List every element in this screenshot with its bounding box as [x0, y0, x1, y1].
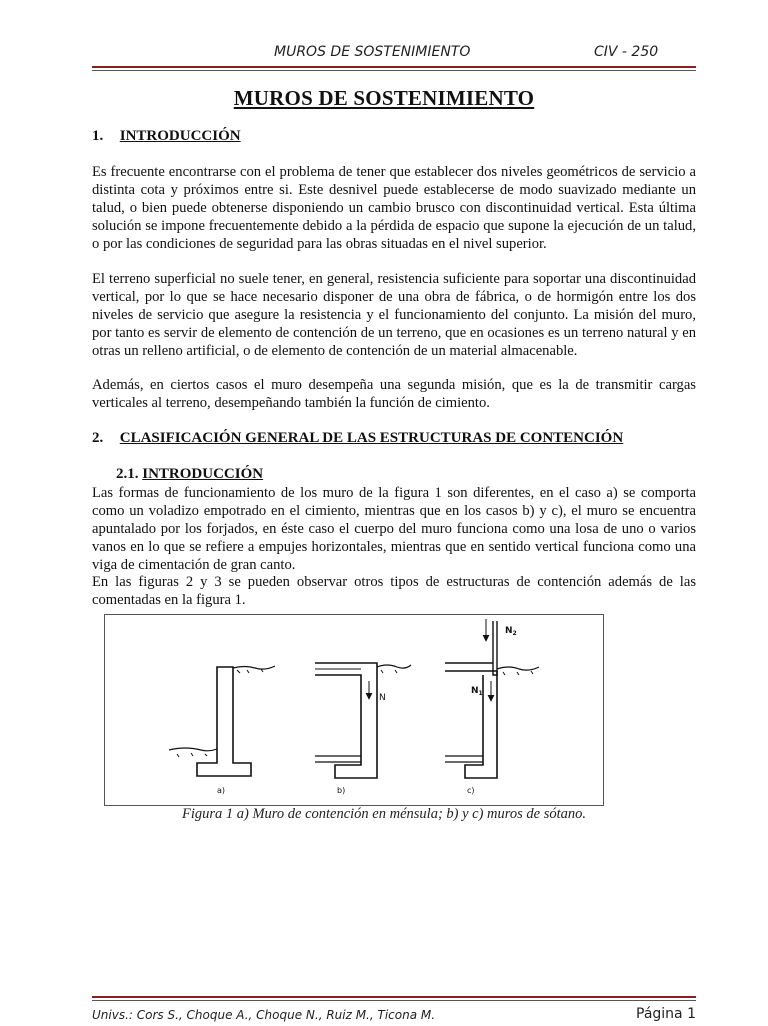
paragraph-4: Las formas de funcionamiento de los muro de la figura 1 son diferentes, en el caso a) se comporta como un voladizo empotrado en el cimiento, mientras que en los casos b) y c), el muro se encuentra apuntalado por los forjados, en éste caso el cuerpo del muro funciona como una losa de uno o varios vanos en lo que se refiere a empujes horizontales, mientras que en sentido vertical funciona como una viga de cimentación de gran canto.	[92, 485, 696, 573]
wall-a	[169, 666, 275, 795]
figure-1	[104, 614, 604, 806]
footer-rule-top	[92, 996, 696, 998]
page-title: MUROS DE SOSTENIMIENTO	[233, 86, 535, 110]
subsection-2-1-title: INTRODUCCIÓN	[142, 466, 264, 482]
footer-authors: Univs.: Cors S., Choque A., Choque N., Ruiz M., Ticona M.	[92, 1008, 436, 1022]
header-rule-bottom	[92, 70, 696, 71]
section-2-number: 2.	[92, 430, 104, 446]
subsection-2-1-number: 2.1.	[116, 466, 139, 482]
header-rule-top	[92, 66, 696, 68]
figure-1-caption: Figura 1 a) Muro de contención en ménsula; b) y c) muros de sótano.	[181, 806, 587, 822]
footer-rule-bottom	[92, 1000, 696, 1001]
page-footer	[92, 1006, 696, 1026]
paragraph-5: En las figuras 2 y 3 se pueden observar otros tipos de estructuras de contención además de las comentadas en la figura 1.	[92, 574, 696, 608]
label-n2: $N_2$	[505, 626, 517, 637]
paragraph-3: Además, en ciertos casos el muro desempeña una segunda misión, que es la de transmitir cargas verticales al terreno, desempeñando también la función de cimiento.	[92, 377, 696, 411]
header-title: MUROS DE SOSTENIMIENTO	[274, 44, 471, 60]
section-1-number: 1.	[92, 128, 104, 144]
label-n1: $N_1$	[471, 686, 483, 697]
wall-b	[315, 663, 411, 795]
page-header	[0, 44, 768, 66]
section-2-title: CLASIFICACIÓN GENERAL DE LAS ESTRUCTURAS DE CONTENCIÓN	[119, 430, 624, 446]
header-course: CIV - 250	[594, 44, 659, 60]
label-n-b: N	[379, 693, 386, 703]
retaining-walls-diagram	[105, 615, 603, 805]
wall-c	[445, 619, 539, 795]
label-b: b)	[337, 786, 346, 795]
section-1-heading	[92, 128, 241, 145]
subsection-2-1-heading	[116, 466, 263, 483]
paragraph-1: Es frecuente encontrarse con el problema de tener que establecer dos niveles geométricos de servicio a distinta cota y próximos entre si. Este desnivel puede establecerse de modo suavizado mediante un talud, o bien puede obtenerse disponiendo un cambio brusco con discontinuidad vertical. Esta última solución se impone frecuentemente debido a la pérdida de espacio que supone la ejecución de un talud, o por las condiciones de seguridad para las obras situadas en el nivel superior.	[92, 164, 696, 252]
section-1-title: INTRODUCCIÓN	[119, 128, 241, 144]
paragraph-2: El terreno superficial no suele tener, en general, resistencia suficiente para soportar una discontinuidad vertical, por lo que se hace necesario disponer de una obra de fábrica, o de hormigón entre los dos niveles de servicio que asegure la resistencia y el funcionamiento del conjunto. La misión del muro, por tanto es servir de elemento de contención de un terreno, que en ocasiones es un terreno natural y en otras un relleno artificial, o de elemento de contención de un material almacenable.	[92, 271, 696, 359]
page-number: Página 1	[636, 1006, 696, 1022]
label-a: a)	[217, 786, 226, 795]
label-c: c)	[467, 786, 475, 795]
section-2-heading	[92, 430, 623, 447]
